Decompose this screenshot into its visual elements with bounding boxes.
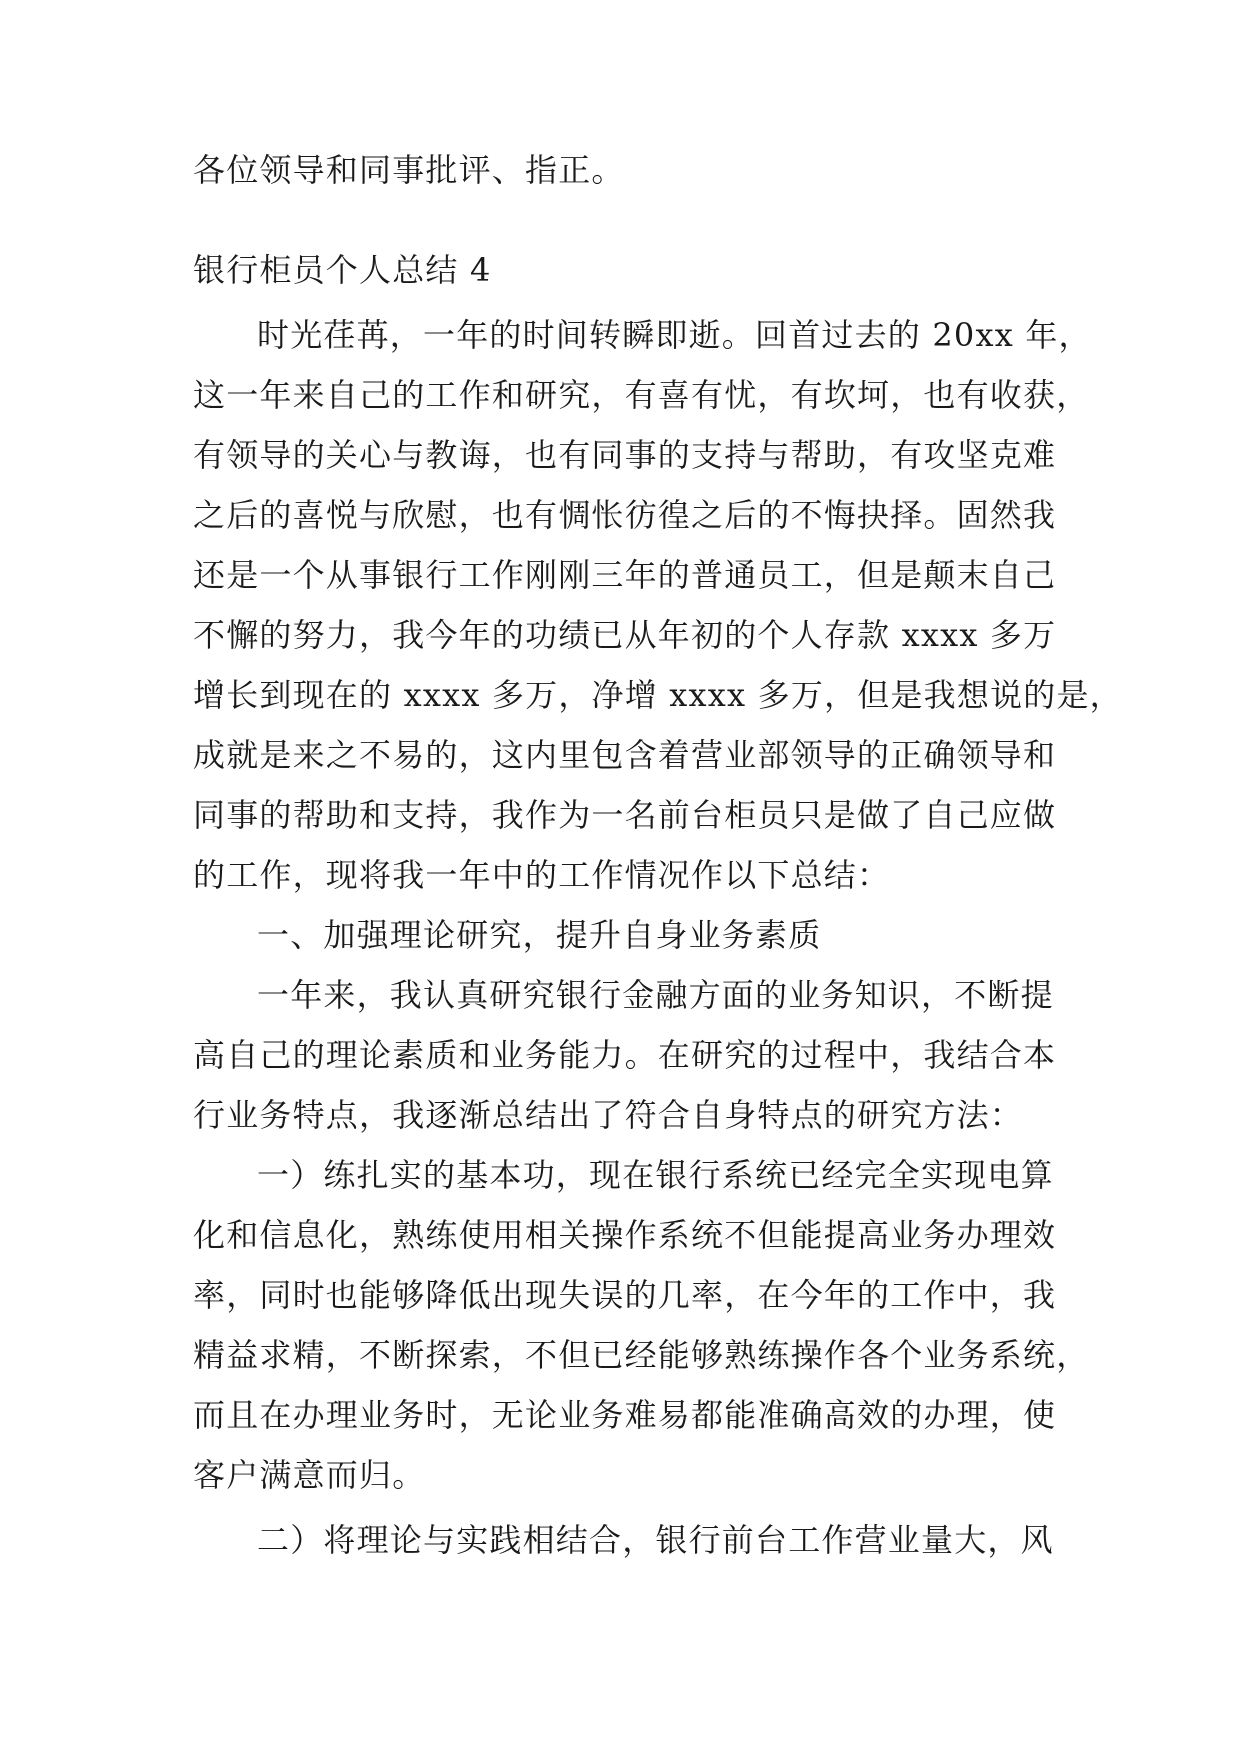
text-line: 率，同时也能够降低出现失误的几率，在今年的工作中，我 (193, 1276, 1057, 1314)
subheading: 一、加强理论研究，提升自身业务素质 (257, 916, 822, 954)
text-line: 时光荏苒，一年的时间转瞬即逝。回首过去的 20xx 年， (257, 316, 1092, 354)
text-line: 二）将理论与实践相结合，银行前台工作营业量大，风 (257, 1521, 1054, 1559)
text-line: 一年来，我认真研究银行金融方面的业务知识，不断提 (257, 976, 1054, 1014)
text-line: 的工作，现将我一年中的工作情况作以下总结： (193, 856, 891, 894)
text-line: 之后的喜悦与欣慰，也有惆怅彷徨之后的不悔抉择。固然我 (193, 496, 1057, 534)
text-line: 行业务特点，我逐渐总结出了符合自身特点的研究方法： (193, 1096, 1024, 1134)
text-line: 化和信息化，熟练使用相关操作系统不但能提高业务办理效 (193, 1216, 1057, 1254)
text-line: 增长到现在的 xxxx 多万，净增 xxxx 多万，但是我想说的是， (193, 676, 1123, 714)
text-line: 客户满意而归。 (193, 1456, 426, 1494)
text-line: 同事的帮助和支持，我作为一名前台柜员只是做了自己应做 (193, 796, 1057, 834)
text-line: 而且在办理业务时，无论业务难易都能准确高效的办理，使 (193, 1396, 1057, 1434)
text-line: 高自己的理论素质和业务能力。在研究的过程中，我结合本 (193, 1036, 1057, 1074)
section-title: 银行柜员个人总结 4 (193, 251, 492, 289)
text-line: 不懈的努力，我今年的功绩已从年初的个人存款 xxxx 多万 (193, 616, 1057, 654)
text-line: 成就是来之不易的，这内里包含着营业部领导的正确领导和 (193, 736, 1057, 774)
text-line: 一）练扎实的基本功，现在银行系统已经完全实现电算 (257, 1156, 1054, 1194)
text-line: 各位领导和同事批评、指正。 (193, 151, 625, 189)
text-line: 有领导的关心与教诲，也有同事的支持与帮助，有攻坚克难 (193, 436, 1057, 474)
text-line: 这一年来自己的工作和研究，有喜有忧，有坎坷，也有收获， (193, 376, 1090, 414)
text-line: 还是一个从事银行工作刚刚三年的普通员工，但是颠末自己 (193, 556, 1057, 594)
text-line: 精益求精，不断探索，不但已经能够熟练操作各个业务系统， (193, 1336, 1090, 1374)
